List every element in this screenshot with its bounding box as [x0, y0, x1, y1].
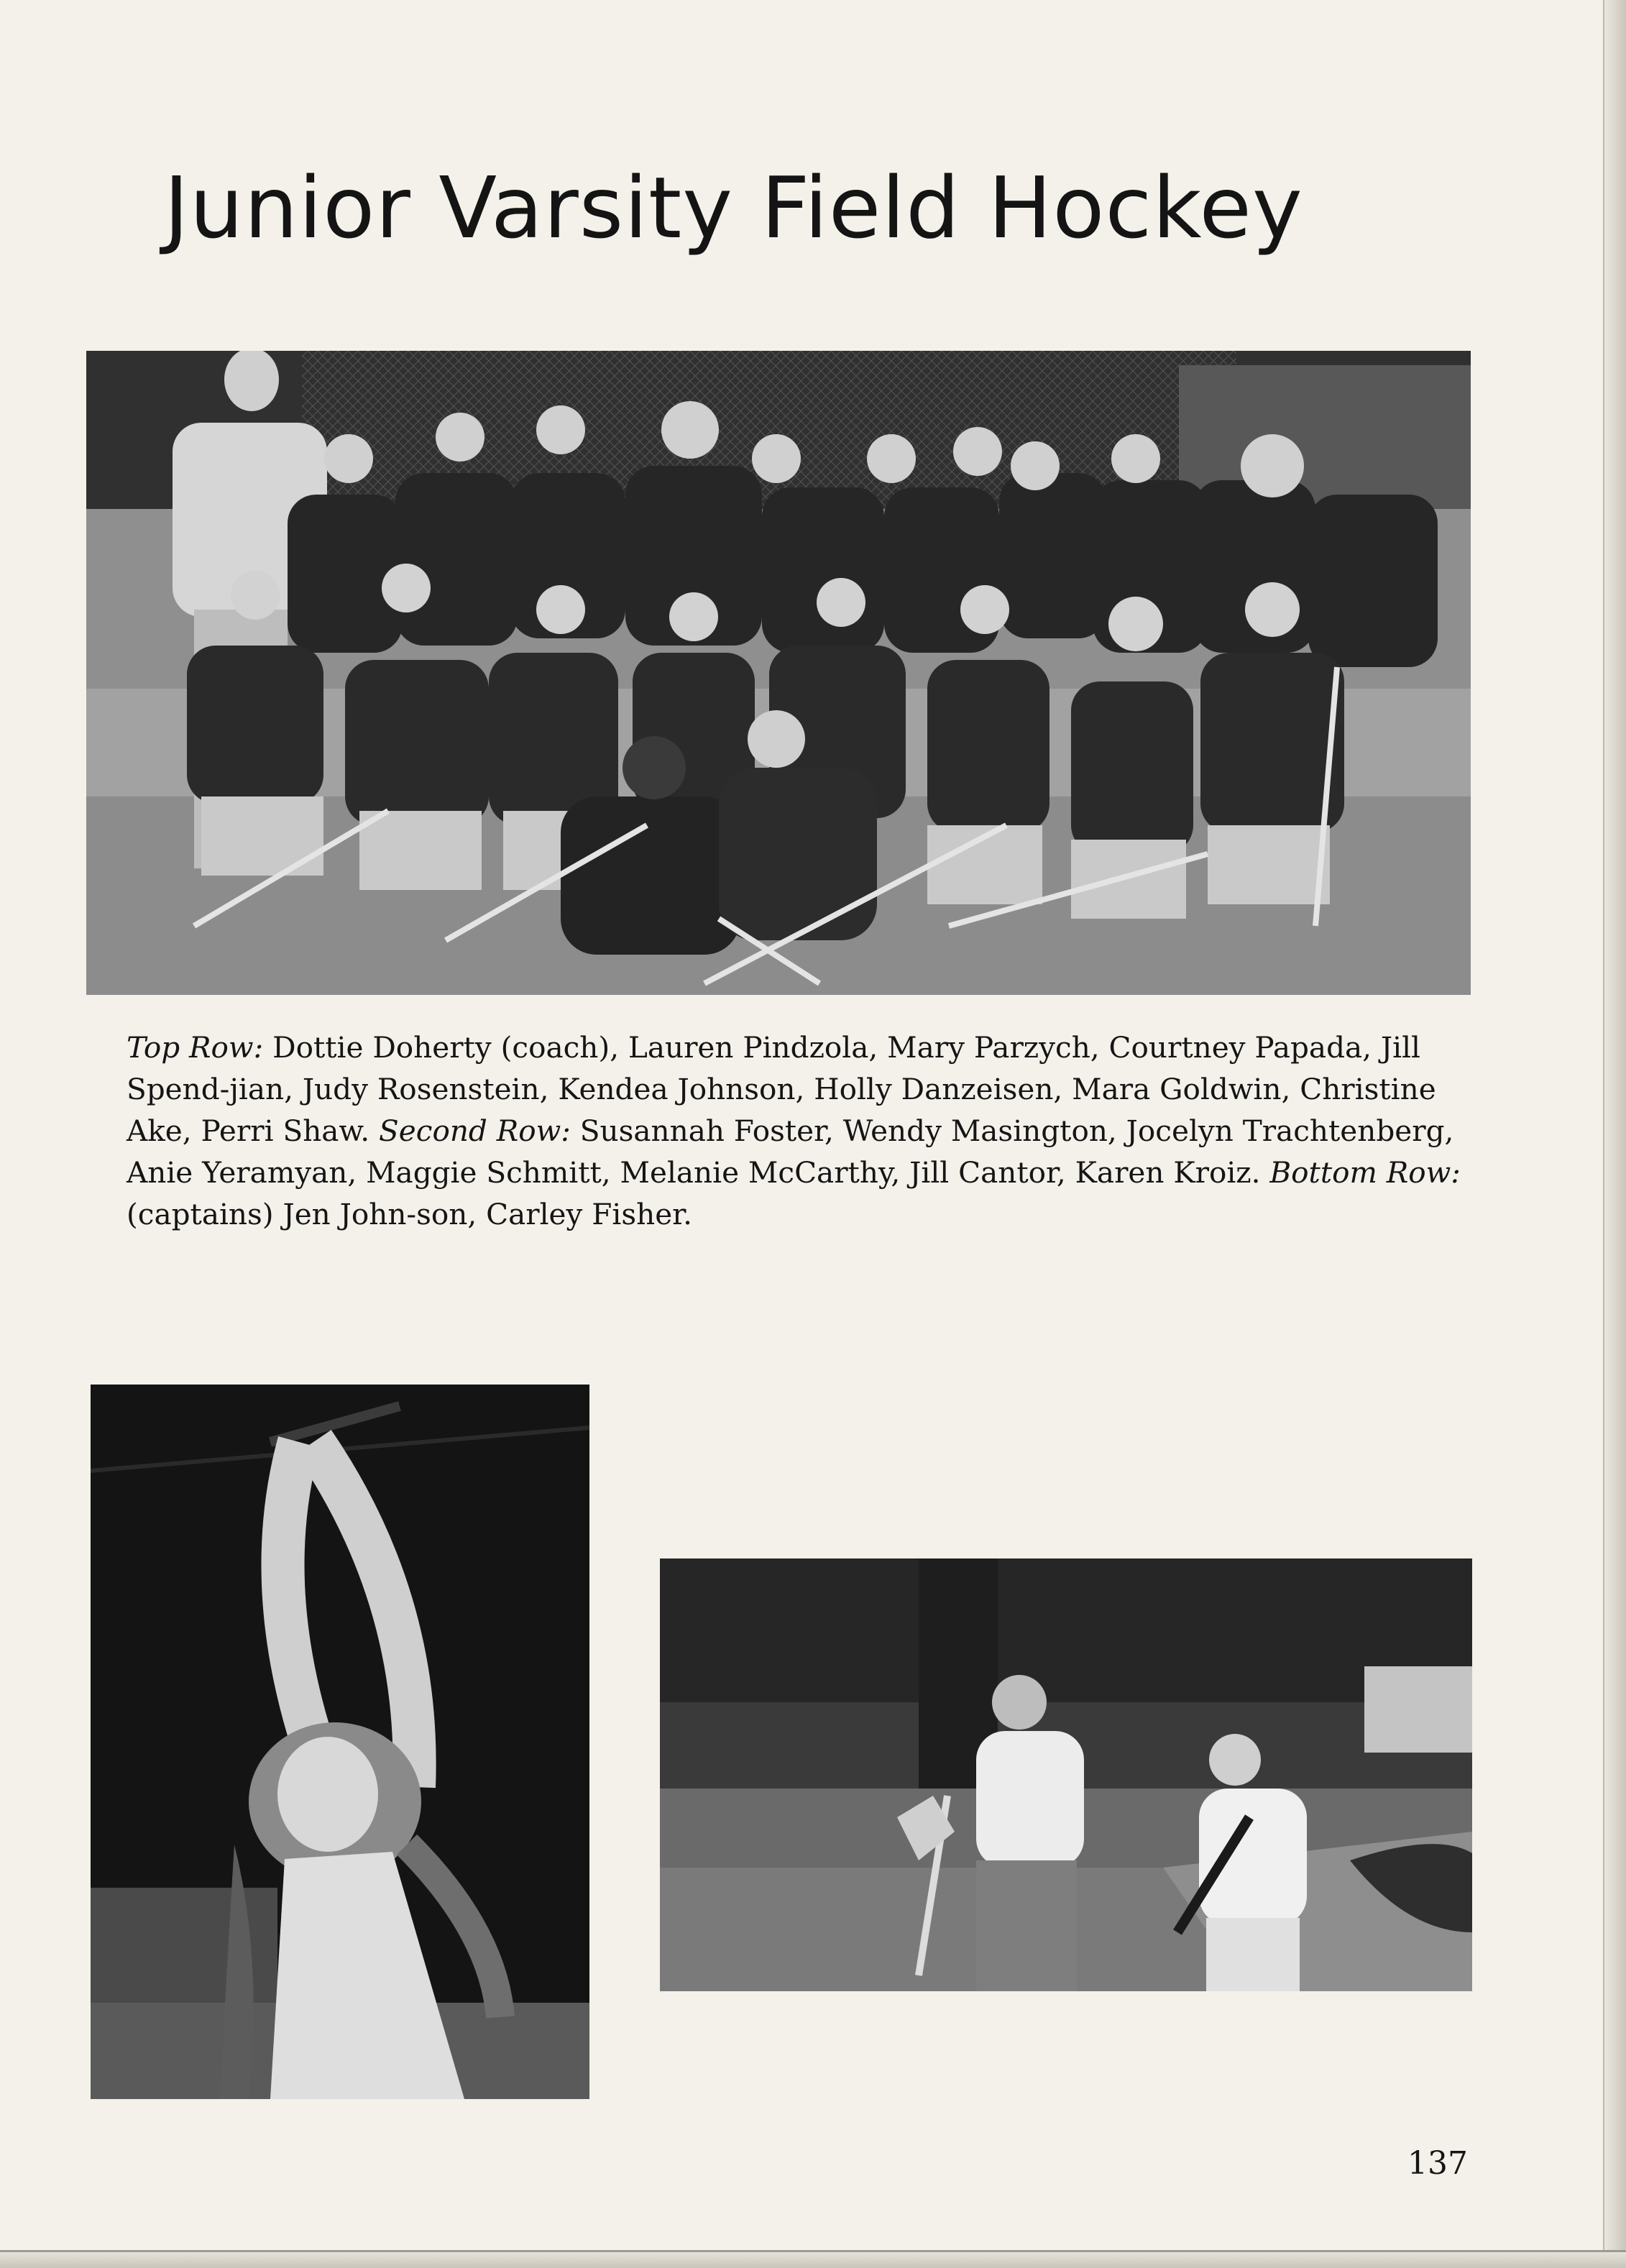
- second-row-names: Susannah Foster, Wendy Masington, Jocelyn Trachtenberg, Anie Yeramyan, Maggie Schmitt, Melanie McCarthy, Jill Cantor, Karen Kroiz.: [127, 1114, 1454, 1190]
- second-row-label: Second Row:: [379, 1114, 571, 1148]
- page-bottom-edge: [0, 2250, 1626, 2268]
- page-edge: [1603, 0, 1626, 2268]
- bottom-row-names: (captains) Jen John-son, Carley Fisher.: [127, 1197, 692, 1231]
- page-number: 137: [1407, 2145, 1468, 2182]
- action-photo-player-swing: [91, 1385, 589, 2099]
- photo-caption: [127, 1027, 1492, 1235]
- top-row-names: Dottie Doherty (coach), Lauren Pindzola, Mary Parzych, Courtney Papada, Jill Spend-jian, Judy Rosenstein, Kendea Johnson, Holly Danzeisen, Mara Goldwin, Christine Ake, Perri Shaw.: [127, 1030, 1436, 1148]
- top-row-label: Top Row:: [127, 1030, 264, 1065]
- bottom-row-label: Bottom Row:: [1269, 1155, 1461, 1190]
- team-photo: [86, 351, 1471, 995]
- page-title: Junior Varsity Field Hockey: [164, 158, 1303, 257]
- action-photo-two-players: [660, 1558, 1472, 1991]
